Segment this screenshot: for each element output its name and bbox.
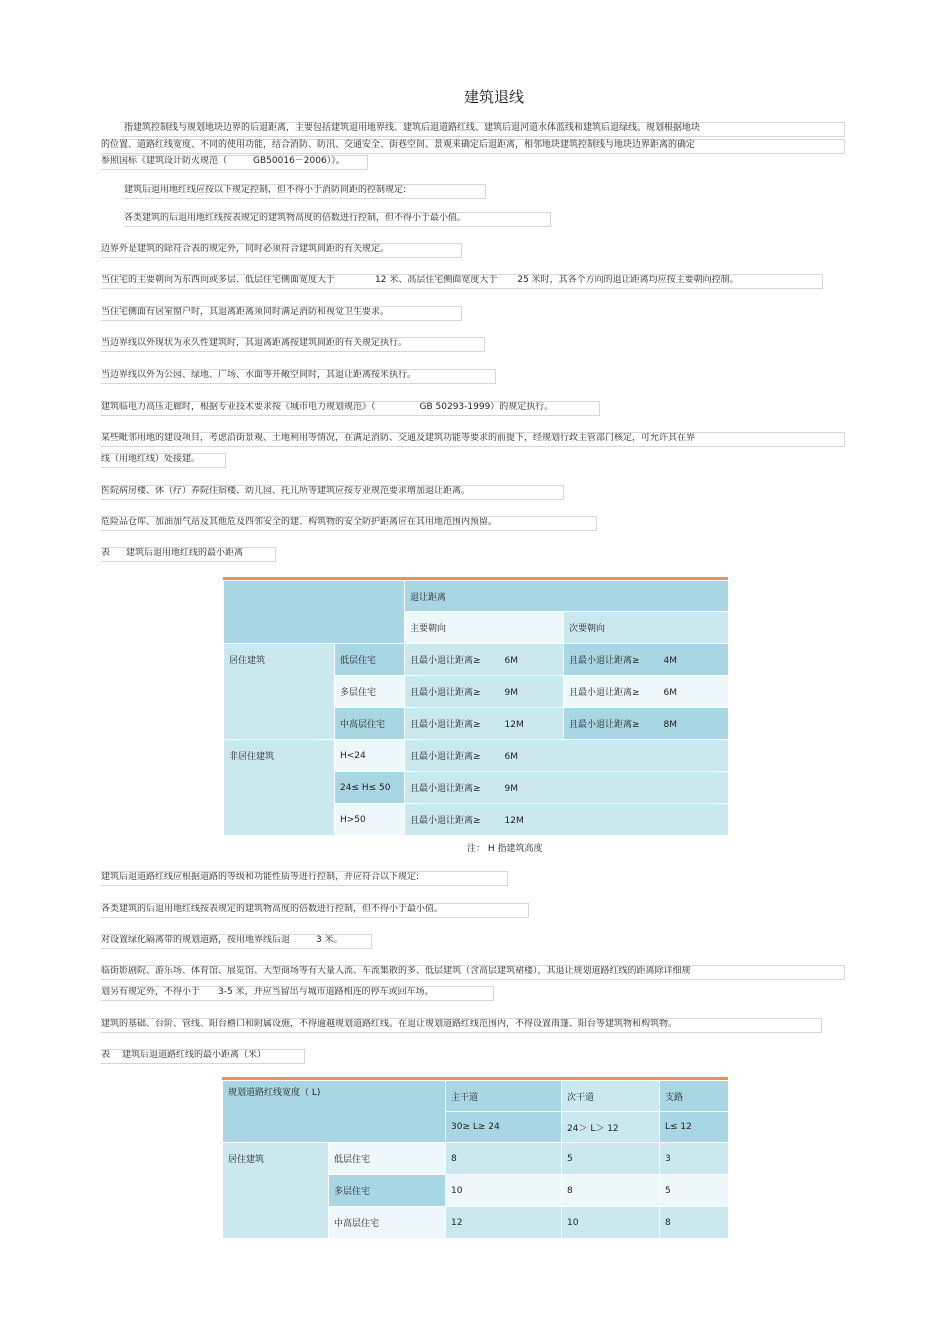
- min-distance-label: 且最小退让距离≥: [569, 688, 640, 698]
- table1-group-residential: 居住建筑: [224, 644, 335, 740]
- row-secondary: [564, 708, 729, 740]
- row-branch: 3: [660, 1143, 729, 1175]
- para-2: 各类建筑的后退用地红线按表规定的建筑物高度的倍数进行控制，但不得小于最小值。: [124, 213, 467, 223]
- row-secondary: [564, 644, 729, 676]
- intro-line-3a: 参照国标《建筑设计防火规范（: [101, 156, 228, 166]
- min-distance-value: 8M: [663, 720, 678, 730]
- table2-col-branch: 支路: [660, 1081, 729, 1112]
- table1: [223, 580, 729, 836]
- table2-range-branch: L≤ 12: [660, 1112, 729, 1143]
- table-row: [223, 1143, 729, 1175]
- min-distance-value: 6M: [504, 752, 519, 762]
- min-distance-value: 4M: [663, 656, 678, 666]
- min-distance-label: 且最小退让距离≥: [410, 656, 481, 666]
- row-main: 12: [446, 1207, 562, 1239]
- row-main: 8: [446, 1143, 562, 1175]
- row-main: [405, 676, 564, 708]
- line-frame: [101, 485, 564, 500]
- caption-text: 建筑后退道路红线的最小距离（米）: [122, 1050, 267, 1060]
- line-frame: [101, 986, 494, 1001]
- line-frame: [124, 184, 486, 199]
- line-frame: [101, 516, 597, 531]
- para-4c: 25 米时，其各个方向的退让距离均应按主要朝向控制。: [517, 275, 739, 285]
- min-distance-value: 12M: [504, 816, 524, 826]
- para-q1: 建筑后退道路红线应根据道路的等级和功能性质等进行控制，并应符合以下规定:: [101, 872, 420, 882]
- row-sub: 8: [562, 1175, 660, 1207]
- table-row: [224, 644, 729, 676]
- line-frame: [101, 306, 462, 321]
- caption-prefix: 表: [101, 1050, 111, 1060]
- table1-corner: [224, 581, 405, 644]
- para-8a: 建筑临电力高压走廊时，根据专业技术要求按《城市电力规划规范》（: [101, 402, 376, 412]
- para-5: 当住宅侧面有居室窗户时，其退离距离须同时满足消防和视觉卫生要求。: [101, 307, 390, 317]
- para-11: 危险品仓库、加油加气站及其他危及四邻安全的建、构筑物的安全防护距离应在其用地范围内预留。: [101, 517, 498, 527]
- row-type: 中高层住宅: [335, 708, 405, 740]
- table1-group-nonresidential: 非居住建筑: [224, 740, 335, 836]
- min-distance-value: 12M: [504, 720, 524, 730]
- para-8b: GB 50293-1999）的规定执行。: [419, 402, 554, 412]
- row-type: H>50: [335, 804, 405, 836]
- para-9a: 某些毗邻用地的建设项目，考虑沿街景观、土地利用等情况，在满足消防、交通及建筑功能等要求的前提下，经规划行政主管部门核定，可允许其在界: [101, 433, 696, 443]
- table2-col-main: 主干道: [446, 1081, 562, 1112]
- para-q5: 建筑的基础、台阶、管线、阳台檐口和附属设施，不得逾越规划道路红线。在退让规划道路红线范围内，不得设置雨篷、阳台等建筑物和构筑物。: [101, 1019, 678, 1029]
- table1-header-main: 主要朝向: [405, 612, 564, 644]
- table1-header-secondary: 次要朝向: [564, 612, 729, 644]
- row-type: 多层住宅: [335, 676, 405, 708]
- page-title: 建筑退线: [463, 88, 524, 106]
- min-distance-value: 9M: [504, 784, 519, 794]
- line-frame: [101, 1018, 822, 1033]
- table2-range-main: 30≥ L≥ 24: [446, 1112, 562, 1143]
- para-q4a: 临街影剧院、游乐场、体育馆、展览馆、大型商场等有大量人流、车流集散的多、低层建筑（含高层建筑裙楼），其退让规划道路红线的距离除详细规: [101, 966, 691, 976]
- para-10: 医院病房楼、休（疗）养院住宿楼、幼儿园、托儿所等建筑应按专业规范要求增加退让距离。: [101, 486, 471, 496]
- min-distance-label: 且最小退让距离≥: [569, 656, 640, 666]
- line-frame: [124, 212, 551, 227]
- para-7: 当边界线以外为公园、绿地、广场、水面等开敞空间时，其退让距离按米执行。: [101, 370, 417, 380]
- caption-prefix: 表: [101, 548, 111, 558]
- line-frame: [101, 453, 226, 468]
- para-q3a: 对设置绿化隔离带的规划道路，按用地界线后退: [101, 935, 291, 945]
- min-distance-label: 且最小退让距离≥: [410, 784, 481, 794]
- line-frame: [101, 401, 600, 416]
- line-frame: [101, 432, 845, 447]
- para-4a: 当住宅的主要朝向为东西向或多层、低层住宅侧面宽度大于: [101, 275, 336, 285]
- table2-col-sub: 次干道: [562, 1081, 660, 1112]
- min-distance-value: 9M: [504, 688, 519, 698]
- row-main: [405, 708, 564, 740]
- row-main: [405, 644, 564, 676]
- para-q3b: 3 米。: [316, 935, 343, 945]
- para-9b: 线（用地红线）处接建。: [101, 454, 201, 464]
- min-distance-label: 且最小退让距离≥: [410, 752, 481, 762]
- min-distance-label: 且最小退让距离≥: [569, 720, 640, 730]
- line-frame: [101, 547, 276, 562]
- min-distance-label: 且最小退让距离≥: [410, 720, 481, 730]
- line-frame: [101, 871, 508, 886]
- intro-line-3b: GB50016－2006）》。: [253, 156, 345, 166]
- row-branch: 8: [660, 1207, 729, 1239]
- row-type: 低层住宅: [335, 644, 405, 676]
- line-frame: [101, 243, 462, 258]
- intro-line-1: 指建筑控制线与规划地块边界的后退距离，主要包括建筑退用地界线、建筑后退道路红线、建筑后退河道水体蓝线和建筑后退绿线。规划根据地块: [124, 123, 701, 133]
- table2-range-sub: 24＞ L＞ 12: [562, 1112, 660, 1143]
- row-main: 10: [446, 1175, 562, 1207]
- line-frame: [101, 337, 485, 352]
- line-frame: [101, 903, 529, 918]
- line-frame: [101, 934, 372, 949]
- min-distance-value: 6M: [504, 656, 519, 666]
- row-type: 低层住宅: [329, 1143, 446, 1175]
- row-secondary: [564, 676, 729, 708]
- table2-header-width: 规划道路红线宽度（ L): [223, 1081, 446, 1143]
- line-frame: [101, 369, 496, 384]
- line-frame: [101, 274, 823, 289]
- para-q2: 各类建筑的后退用地红线按表规定的建筑物高度的倍数进行控制，但不得小于最小值。: [101, 904, 444, 914]
- table2: [222, 1080, 729, 1239]
- para-4b: 12 米、高层住宅侧面宽度大于: [375, 275, 498, 285]
- row-branch: 5: [660, 1175, 729, 1207]
- row-sub: 5: [562, 1143, 660, 1175]
- row-main: [405, 740, 729, 772]
- row-type: 24≤ H≤ 50: [335, 772, 405, 804]
- para-q4b2: 3-5 米，并应当留出与城市道路相连的停车或回车场。: [218, 987, 434, 997]
- table1-note: 注： H 指建筑高度: [467, 844, 543, 854]
- row-main: [405, 772, 729, 804]
- table1-header-top: 退让距离: [405, 581, 729, 612]
- table2-group-residential: 居住建筑: [223, 1143, 329, 1239]
- min-distance-label: 且最小退让距离≥: [410, 816, 481, 826]
- line-frame: [101, 155, 368, 170]
- table-row: [224, 740, 729, 772]
- para-1: 建筑后退用地红线应按以下规定控制，但不得小于消防间距的控制规定:: [124, 185, 407, 195]
- line-frame: [101, 1049, 305, 1064]
- min-distance-label: 且最小退让距离≥: [410, 688, 481, 698]
- row-type: 中高层住宅: [329, 1207, 446, 1239]
- row-sub: 10: [562, 1207, 660, 1239]
- intro-line-2: 的位置、道路红线宽度、不同的使用功能，结合消防、防汛、交通安全、街巷空间、景观来确定后退距离，相邻地块建筑控制线与地块边界距离的确定: [101, 140, 696, 150]
- para-q4b1: 划另有规定外，不得小于: [101, 987, 201, 997]
- para-6: 当边界线以外现状为永久性建筑时，其退离距离按建筑间距的有关规定执行。: [101, 338, 408, 348]
- row-type: H<24: [335, 740, 405, 772]
- row-main: [405, 804, 729, 836]
- line-frame: [101, 965, 845, 980]
- caption-text: 建筑后退用地红线的最小距离: [126, 548, 244, 558]
- para-3: 边界外是建筑的除符合表的规定外，同时必须符合建筑间距的有关规定。: [101, 244, 390, 254]
- min-distance-value: 6M: [663, 688, 678, 698]
- row-type: 多层住宅: [329, 1175, 446, 1207]
